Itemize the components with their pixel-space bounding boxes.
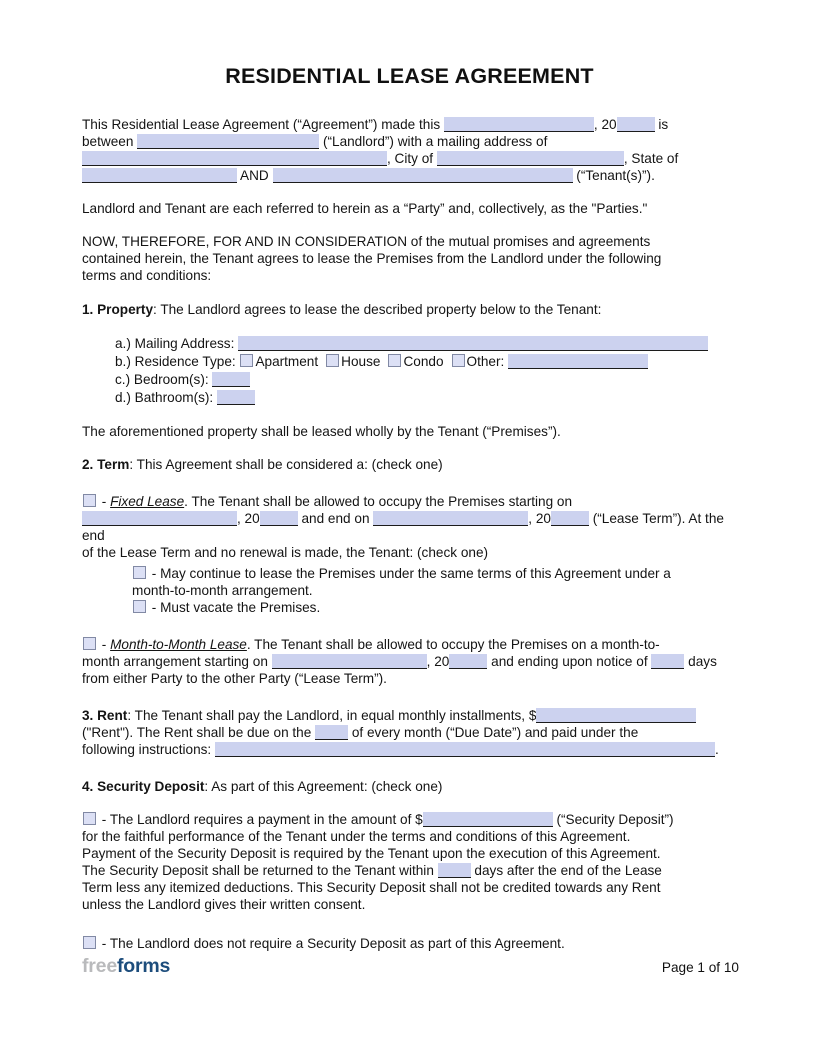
month-to-month-text: and ending upon notice of [487, 654, 652, 669]
intro-text: This Residential Lease Agreement (“Agreement”) made this [82, 117, 444, 132]
property-details-list [115, 335, 737, 407]
landlord-name-field[interactable] [137, 134, 319, 149]
deposit-text: for the faithful performance of the Tenant under the terms and conditions of this Agreement. [82, 829, 631, 844]
fixed-end-date-field[interactable] [373, 511, 528, 526]
rent-amount-field[interactable] [536, 708, 696, 723]
section-number-title: 2. Term [82, 457, 130, 472]
fixed-lease-paragraph [82, 493, 737, 561]
deposit-required-checkbox[interactable] [83, 812, 96, 825]
fixed-start-year-field[interactable] [260, 511, 298, 526]
list-item-label: a.) Mailing Address: [115, 336, 239, 351]
agreement-year-field[interactable] [617, 117, 655, 132]
deposit-amount-field[interactable] [423, 812, 553, 827]
list-item-bathrooms [115, 389, 737, 407]
intro-text: is [654, 117, 669, 132]
consideration-text: terms and conditions: [82, 268, 212, 283]
month-to-month-text: , 20 [426, 654, 450, 669]
month-to-month-text: from either Party to the other Party (“Lease Term”). [82, 671, 387, 686]
agreement-date-field[interactable] [444, 117, 594, 132]
landlord-mailing-address-field[interactable] [82, 151, 387, 166]
payment-instructions-field[interactable] [215, 742, 715, 757]
checkbox-label: Condo [403, 354, 444, 369]
page-footer [82, 955, 739, 977]
deposit-required-paragraph [82, 811, 737, 913]
residence-other-field[interactable] [508, 354, 648, 369]
intro-paragraph [82, 116, 737, 184]
intro-text: , City of [387, 151, 437, 166]
parties-paragraph: Landlord and Tenant are each referred to herein as a “Party” and, collectively, as the "Parties." [82, 201, 648, 216]
deposit-text: The Security Deposit shall be returned to the Tenant within [82, 863, 438, 878]
rent-text: . [714, 742, 719, 757]
rent-due-day-field[interactable] [315, 725, 348, 740]
list-item-mailing-address [115, 335, 737, 353]
option-must-vacate [132, 599, 737, 616]
bathrooms-field[interactable] [217, 390, 255, 405]
fixed-lease-checkbox[interactable] [83, 494, 96, 507]
intro-text: , State of [623, 151, 679, 166]
list-item-label: c.) Bedroom(s): [115, 372, 213, 387]
rent-text: ("Rent"). The Rent shall be due on the [82, 725, 316, 740]
list-item-label: b.) Residence Type: [115, 354, 240, 369]
fixed-lease-text: of the Lease Term and no renewal is made, the Tenant: (check one) [82, 545, 489, 560]
intro-text: AND [237, 168, 273, 183]
month-to-month-text: days [684, 654, 717, 669]
month-to-month-title: Month-to-Month Lease [110, 637, 247, 652]
state-field[interactable] [82, 168, 237, 183]
month-to-month-text: . The Tenant shall be allowed to occupy the Premises on a month-to- [246, 637, 660, 652]
fixed-lease-title: Fixed Lease [110, 494, 185, 509]
m2m-start-year-field[interactable] [449, 654, 487, 669]
premises-note: The aforementioned property shall be leased wholly by the Tenant (“Premises”). [82, 424, 561, 439]
deposit-text: Term less any itemized deductions. This Security Deposit shall not be credited towards any Rent [82, 880, 661, 895]
no-deposit-paragraph [82, 935, 737, 952]
city-field[interactable] [437, 151, 624, 166]
rent-text: following instructions: [82, 742, 215, 757]
page-number: Page 1 of 10 [661, 960, 739, 975]
section-number-title: 4. Security Deposit [82, 779, 205, 794]
section-heading-text: : The Landlord agrees to lease the described property below to the Tenant: [153, 302, 602, 317]
deposit-text: Payment of the Security Deposit is required by the Tenant upon the execution of this Agreement. [82, 846, 661, 861]
section-number-title: 1. Property [82, 302, 154, 317]
intro-text: (“Landlord”) with a mailing address of [319, 134, 548, 149]
residence-condo-checkbox[interactable] [388, 354, 401, 367]
logo-free-text: free [82, 955, 117, 977]
residence-house-checkbox[interactable] [326, 354, 339, 367]
section-number-title: 3. Rent [82, 708, 128, 723]
vacate-premises-checkbox[interactable] [133, 600, 146, 613]
m2m-notice-days-field[interactable] [651, 654, 684, 669]
deposit-text: unless the Landlord gives their written consent. [82, 897, 366, 912]
consideration-text: NOW, THEREFORE, FOR AND IN CONSIDERATION of the mutual promises and agreements [82, 234, 651, 249]
deposit-text: days after the end of the Lease [470, 863, 662, 878]
m2m-start-date-field[interactable] [272, 654, 427, 669]
intro-text: (“Tenant(s)”). [572, 168, 655, 183]
page-title: RESIDENTIAL LEASE AGREEMENT [225, 64, 594, 88]
month-to-month-text: - [98, 637, 111, 652]
section-heading-text: : This Agreement shall be considered a: (check one) [129, 457, 443, 472]
checkbox-label: House [341, 354, 381, 369]
checkbox-label: Other: [466, 354, 509, 369]
month-to-month-paragraph [82, 636, 737, 687]
deposit-return-days-field[interactable] [438, 863, 471, 878]
rent-text: of every month (“Due Date”) and paid under the [348, 725, 639, 740]
list-item-bedrooms [115, 371, 737, 389]
fixed-lease-text: , 20 [237, 511, 260, 526]
consideration-text: contained herein, the Tenant agrees to lease the Premises from the Landlord under the following [82, 251, 662, 266]
fixed-lease-text: (“Lease Term”). At the end [82, 511, 724, 543]
consideration-paragraph [82, 233, 737, 284]
section-4-deposit-heading [82, 778, 737, 795]
deposit-text: (“Security Deposit”) [552, 812, 674, 827]
month-to-month-checkbox[interactable] [83, 637, 96, 650]
fixed-lease-text: . The Tenant shall be allowed to occupy the Premises starting on [184, 494, 573, 509]
rent-text: : The Tenant shall pay the Landlord, in equal monthly installments, $ [127, 708, 537, 723]
section-3-rent-paragraph [82, 707, 737, 758]
section-heading-text: : As part of this Agreement: (check one) [204, 779, 443, 794]
list-item-residence-type [115, 353, 737, 371]
section-2-term-heading [82, 456, 737, 473]
intro-text: , 20 [593, 117, 617, 132]
continue-lease-checkbox[interactable] [133, 566, 146, 579]
logo-forms-text: forms [116, 955, 171, 977]
month-to-month-text: month arrangement starting on [82, 654, 272, 669]
intro-text: between [82, 134, 138, 149]
freeforms-logo [82, 955, 171, 977]
checkbox-label: Apartment [255, 354, 319, 369]
option-text: - Must vacate the Premises. [148, 600, 321, 615]
property-address-field[interactable] [238, 336, 708, 351]
option-text: month-to-month arrangement. [132, 583, 313, 598]
fixed-lease-text: , 20 [528, 511, 551, 526]
fixed-lease-options [132, 565, 737, 616]
bedrooms-field[interactable] [212, 372, 250, 387]
fixed-lease-text: - [98, 494, 111, 509]
residence-apartment-checkbox[interactable] [240, 354, 253, 367]
no-deposit-checkbox[interactable] [83, 936, 96, 949]
fixed-start-date-field[interactable] [82, 511, 237, 526]
list-item-label: d.) Bathroom(s): [115, 390, 217, 405]
tenant-name-field[interactable] [273, 168, 573, 183]
residence-other-checkbox[interactable] [452, 354, 465, 367]
no-deposit-text: - The Landlord does not require a Security Deposit as part of this Agreement. [98, 936, 565, 951]
deposit-text: - The Landlord requires a payment in the amount of $ [98, 812, 423, 827]
fixed-end-year-field[interactable] [551, 511, 589, 526]
option-continue-month-to-month [132, 565, 737, 599]
option-text: - May continue to lease the Premises under the same terms of this Agreement under a [148, 566, 671, 581]
fixed-lease-text: and end on [297, 511, 374, 526]
section-1-property-heading [82, 301, 737, 318]
